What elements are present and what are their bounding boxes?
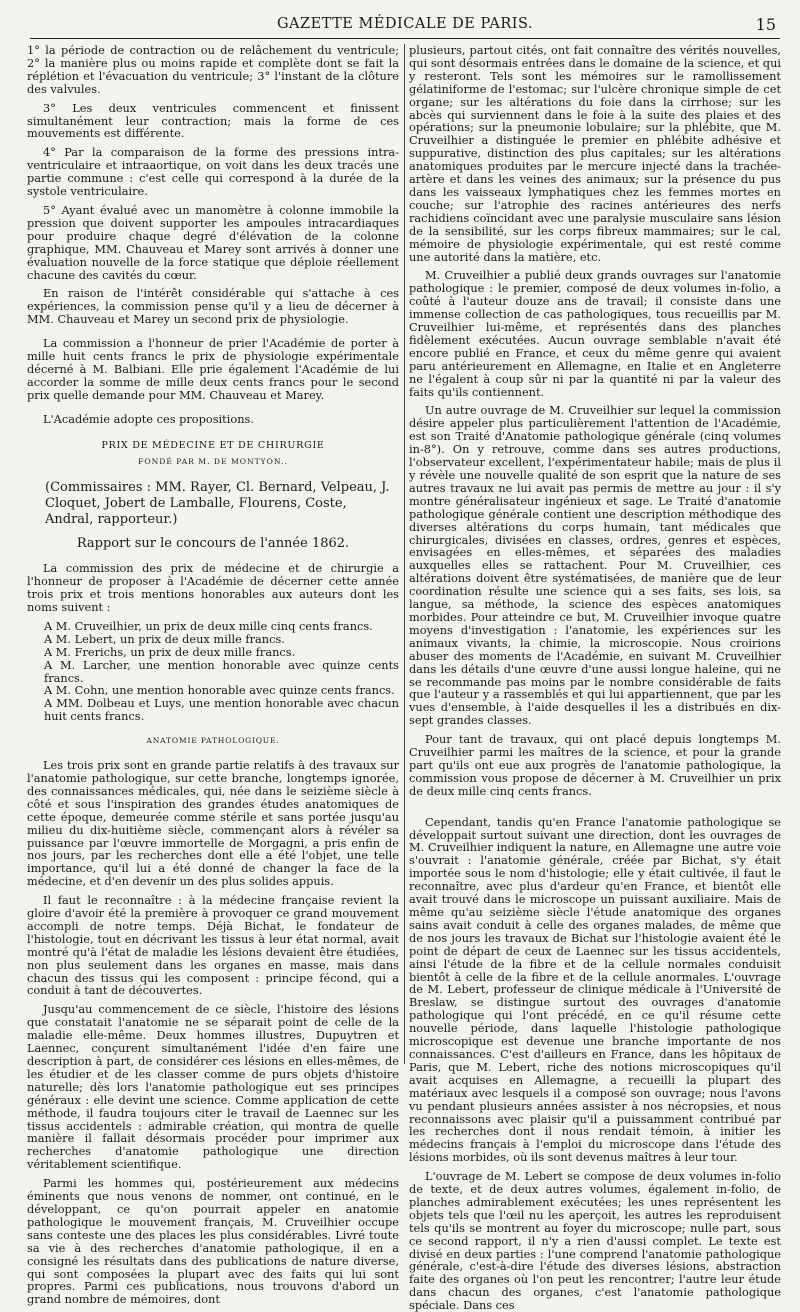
award-line: A M. Cohn, une mention honorable avec quinze cents francs. — [44, 683, 395, 698]
section-heading-prix: PRIX DE MÉDECINE ET DE CHIRURGIE — [101, 439, 325, 451]
award-line: A M. Frerichs, un prix de deux mille francs. — [44, 644, 296, 659]
journal-title: GAZETTE MÉDICALE DE PARIS. — [276, 16, 534, 32]
right-column — [409, 43, 781, 1312]
rapport-title: Rapport sur le concours de l'année 1862. — [76, 536, 350, 552]
paragraph: Pour tant de travaux, qui ont placé depuis longtemps M. Cruveilhier parmi les maîtres de la science, et pour la grande part qu'ils ont eue aux progrès de l'anatomie pathologique, la commission vous propose de décerner à M. Cruveilhier un prix de deux mille cinq cents francs. — [409, 732, 781, 798]
paragraph: 1° la période de contraction ou de relâchement du ventricule; 2° la manière plus ou moins rapide et complète dont se fait la réplétion et l'évacuation du ventricule; 3° l'instant de la clôture des valvules. — [27, 43, 399, 96]
paragraph: 3° Les deux ventricules commencent et finissent simultanément leur contraction; mais la forme de ces mouvements est différente. — [27, 100, 399, 141]
paragraph: Les trois prix sont en grande partie relatifs à des travaux sur l'anatomie pathologique, sur cette branche, longtemps ignorée, des connaissances médicales, qui, née dans le seizième siècle à côté et sous l'inspiration des grandes études anatomiques de cette époque, demeurée comme stérile et sans portée jusqu'au milieu du dix-huitième siècle, commençant alors à révéler sa puissance par l'œuvre immortelle de Morgagni, a pris enfin de nos jours, par les recherches dont elle a été l'objet, une telle importance, qu'il lui a été donné de changer la face de la médecine, et d'en devenir un des plus solides appuis. — [27, 758, 399, 889]
paragraph: Un autre ouvrage de M. Cruveilhier sur lequel la commission désire appeler plus particulièrement l'attention de l'Académie, est son Traité d'Anatomie pathologique générale (cinq volumes in-8°). On y retrouve, comme dans ses autres productions, l'observateur excellent, l'expérimentateur habile; mais de plus il y révèle une nouvelle qualité de son esprit que la nature de ses autres travaux ne lui avait pas permis de mettre au jour : il s'y montre généralisateur ingénieux et sage. Le Traité d'anatomie pathologique générale contient une description méthodique des diverses altérations du corps humain, tant médicales que chirurgicales, divisées en classes, ordres, genres et espèces, envisagées en elles-mêmes, et séparées des maladies auxquelles elles se rattachent. Pour M. Cruveilhier, ces altérations doivent être systématisées, de manière que de leur coordination résulte une science qui a ses faits, ses lois, sa langue, sa méthode, la science des espèces anatomiques morbides. Pour atteindre ce but, M. Cruveilhier invoque quatre moyens d'investigation : l'anatomie, les expériences sur les animaux vivants, la chimie, la microscopie. Nous croirions abuser des moments de l'Académie, en suivant M. Cruveilhier dans les détails d'une œuvre d'une aussi longue haleine, qui ne se recommande pas moins par le nombre considérable de faits que l'auteur y a rassemblés et qui lui appartiennent, que par les vues d'ensemble, à l'aide desquelles il les a distribués en dix-sept grandes classes. — [409, 403, 781, 728]
commissaires-list: (Commissaires : MM. Rayer, Cl. Bernard, Velpeau, J. Cloquet, Jobert de Lamballe, Flourens, Coste, Andral, rapporteur.) — [45, 480, 390, 528]
paragraph: La commission des prix de médecine et de chirurgie a l'honneur de proposer à l'Académie de décerner cette année trois prix et trois mentions honorables aux auteurs dont les noms suivent : — [27, 561, 399, 614]
paragraph: L'Académie adopte ces propositions. — [43, 411, 254, 426]
column-divider — [404, 44, 405, 1064]
paragraph: Jusqu'au commencement de ce siècle, l'histoire des lésions que constatait l'anatomie ne se séparait point de celle de la maladie elle-même. Deux hommes illustres, Dupuytren et Laennec, conçurent simultanément l'idée d'en faire une description à part, de considérer ces lésions en elles-mêmes, de les étudier et de les classer comme de purs objets d'histoire naturelle; dès lors l'anatomie pathologique eut ses principes généraux : elle devint une science. Comme application de cette méthode, il faudra toujours citer le travail de Laennec sur les tissus accidentels : admirable création, qui montra de quelle manière il fallait désormais procéder pour imprimer aux recherches d'anatomie pathologique une direction véritablement scientifique. — [27, 1002, 399, 1172]
section-heading-anatomie: ANATOMIE PATHOLOGIQUE. — [146, 736, 280, 746]
paragraph: Parmi les hommes qui, postérieurement aux médecins éminents que nous venons de nommer, ont continué, en le développant, ce qu'on pourrait appeler en anatomie pathologique le mouvement français, M. Cruveilhier occupe sans conteste une des places les plus considérables. Livré toute sa vie à des recherches d'anatomie pathologique, il en a consigné les résultats dans des publications de nature diverse, qui sont composées la plupart avec des faits qui lui sont propres. Parmi ces publications, nous trouvons d'abord un grand nombre de mémoires, dont — [27, 1176, 399, 1307]
award-line: A MM. Dolbeau et Luys, une mention honorable avec chacun huit cents francs. — [44, 696, 399, 724]
paragraph: M. Cruveilhier a publié deux grands ouvrages sur l'anatomie pathologique : le premier, composé de deux volumes in-folio, a coûté à l'auteur douze ans de travail; il consiste dans une immense collection de cas pathologiques, tous recueillis par M. Cruveilhier lui-même, et représentés dans des planches fidèlement exécutées. Aucun ouvrage semblable n'avait été encore publié en France, et ceux du même genre qui avaient paru antérieurement en Allemagne, en Italie et en Angleterre ne l'égalent à coup sûr ni par la quantité ni par la valeur des faits qu'ils contiennent. — [409, 268, 781, 399]
paragraph: 5° Ayant évalué avec un manomètre à colonne immobile la pression que doivent supporter les ampoules intracardiaques pour produire chaque degré d'élévation de la colonne graphique, MM. Chauveau et Marey sont arrivés à donner une évaluation nouvelle de la force statique que déploie réellement chacune des cavités du cœur. — [27, 202, 399, 282]
award-line: A M. Lebert, un prix de deux mille francs. — [44, 631, 285, 646]
paragraph: La commission a l'honneur de prier l'Académie de porter à mille huit cents francs le prix de physiologie expérimentale décerné à M. Balbiani. Elle prie également l'Académie de lui accorder la somme de mille deux cents francs pour le second prix quelle demande pour MM. Chauveau et Marey. — [27, 336, 399, 402]
paragraph: Cependant, tandis qu'en France l'anatomie pathologique se développait surtout suivant une direction, dont les ouvrages de M. Cruveilhier indiquent la nature, en Allemagne une autre voie s'ouvrait : l'anatomie générale, créée par Bichat, s'y était importée sous le nom d'histologie; elle y était cultivée, il faut le reconnaître, avec plus d'ardeur qu'en France, et bientôt elle avait trouvé dans le microscope un puissant auxiliaire. Mais de même qu'au seizième siècle l'étude anatomique des organes sains avait conduit à celle des organes malades, de même que de nos jours les travaux de Bichat sur l'histologie avaient été le point de départ de ceux de Laennec sur les tissus accidentels, ainsi l'étude de la fibre et de la cellule normales conduisit bientôt à celle de la fibre et de la cellule anormales. L'ouvrage de M. Lebert, professeur de clinique médicale à l'Université de Breslaw, se distingue surtout des ouvrages d'anatomie pathologique qui l'ont précédé, en ce qu'il résume cette nouvelle période, dans laquelle l'histologie pathologique microscopique est devenue une branche importante de nos connaissances. C'est d'ailleurs en France, dans les hôpitaux de Paris, que M. Lebert, riche des notions microscopiques qu'il avait acquises en Allemagne, a recueilli la plupart des matériaux avec lesquels il a composé son ouvrage; nous l'avons vu pendant plusieurs années assister à nos nécropsies, et nous reconnaissons avec plaisir qu'il a puissamment contribué par les recherches dont il nous rendait témoin, à initier les médecins français à l'emploi du microscope dans l'étude des lésions morbides, où ils sont devenus maîtres à leur tour. — [409, 814, 781, 1165]
left-column — [27, 43, 399, 1307]
paragraph: En raison de l'intérêt considérable qui s'attache à ces expériences, la commission pense qu'il y a lieu de décerner à MM. Chauveau et Marey un second prix de physiologie. — [27, 286, 399, 327]
paragraph: 4° Par la comparaison de la forme des pressions intra-ventriculaire et intraaortique, on voit dans les deux tracés une partie commune : c'est celle qui correspond à la durée de la systole ventriculaire. — [27, 145, 399, 199]
paragraph: Il faut le reconnaître : à la médecine française revient la gloire d'avoir été la première à provoquer ce grand mouvement accompli de notre temps. Déjà Bichat, le fondateur de l'histologie, tout en décrivant les tissus à leur état normal, avait montré qu'à l'état de maladie les lésions devaient être étudiées, non plus seulement dans les organes en masse, mais dans chacun des tissus qui les composent : principe fécond, qui a conduit à tant de découvertes. — [27, 893, 399, 998]
award-line: A M. Cruveilhier, un prix de deux mille cinq cents francs. — [44, 618, 373, 633]
section-subheading-fonde: FONDÉ PAR M. DE MONTYON.. — [138, 457, 288, 467]
paragraph: L'ouvrage de M. Lebert se compose de deux volumes in-folio de texte, et de deux autres volumes, également in-folio, de planches admirablement exécutées; les unes représentent les objets tels que l'œil nu les aperçoit, les autres les reproduisent tels qu'ils se montrent au foyer du microscope; nulle part, sous ce second rapport, il n'y a rien d'aussi complet. Le texte est divisé en deux parties : l'une comprend l'anatomie pathologique générale, c'est-à-dire l'étude des diverses lésions, abstraction faite des organes où l'on peut les rencontrer; l'autre leur étude dans chacun des organes, c'est l'anatomie pathologique spéciale. Dans ces — [409, 1169, 781, 1312]
page-header — [30, 14, 780, 39]
paragraph: plusieurs, partout cités, ont fait connaître des vérités nouvelles, qui sont désormais entrées dans le domaine de la science, et qui y resteront. Tels sont les mémoires sur le ramollissement gélatiniforme de l'estomac; sur l'ulcère chronique simple de cet organe; sur les altérations du foie dans la cirrhose; sur les abcès qui surviennent dans le foie à la suite des plaies et des opérations; sur la pneumonie lobulaire; sur la phlébite, que M. Cruveilhier a distinguée le premier en phlébite adhésive et suppurative, distinction des plus capitales; sur les altérations anatomiques produites par le mercure injecté dans la trachée-artère et dans les veines des animaux; sur la présence du pus dans les vaisseaux lymphatiques chez les femmes mortes en couche; sur l'atrophie des racines antérieures des nerfs rachidiens coïncidant avec une paralysie musculaire sans lésion de la sensibilité, sur les corps fibreux mammaires; sur le cal, mémoire de physiologie expérimentale, qui est resté comme une autorité dans la matière, etc. — [409, 43, 781, 264]
page-number: 15 — [755, 15, 776, 34]
award-line: A M. Larcher, une mention honorable avec quinze cents francs. — [44, 657, 399, 685]
